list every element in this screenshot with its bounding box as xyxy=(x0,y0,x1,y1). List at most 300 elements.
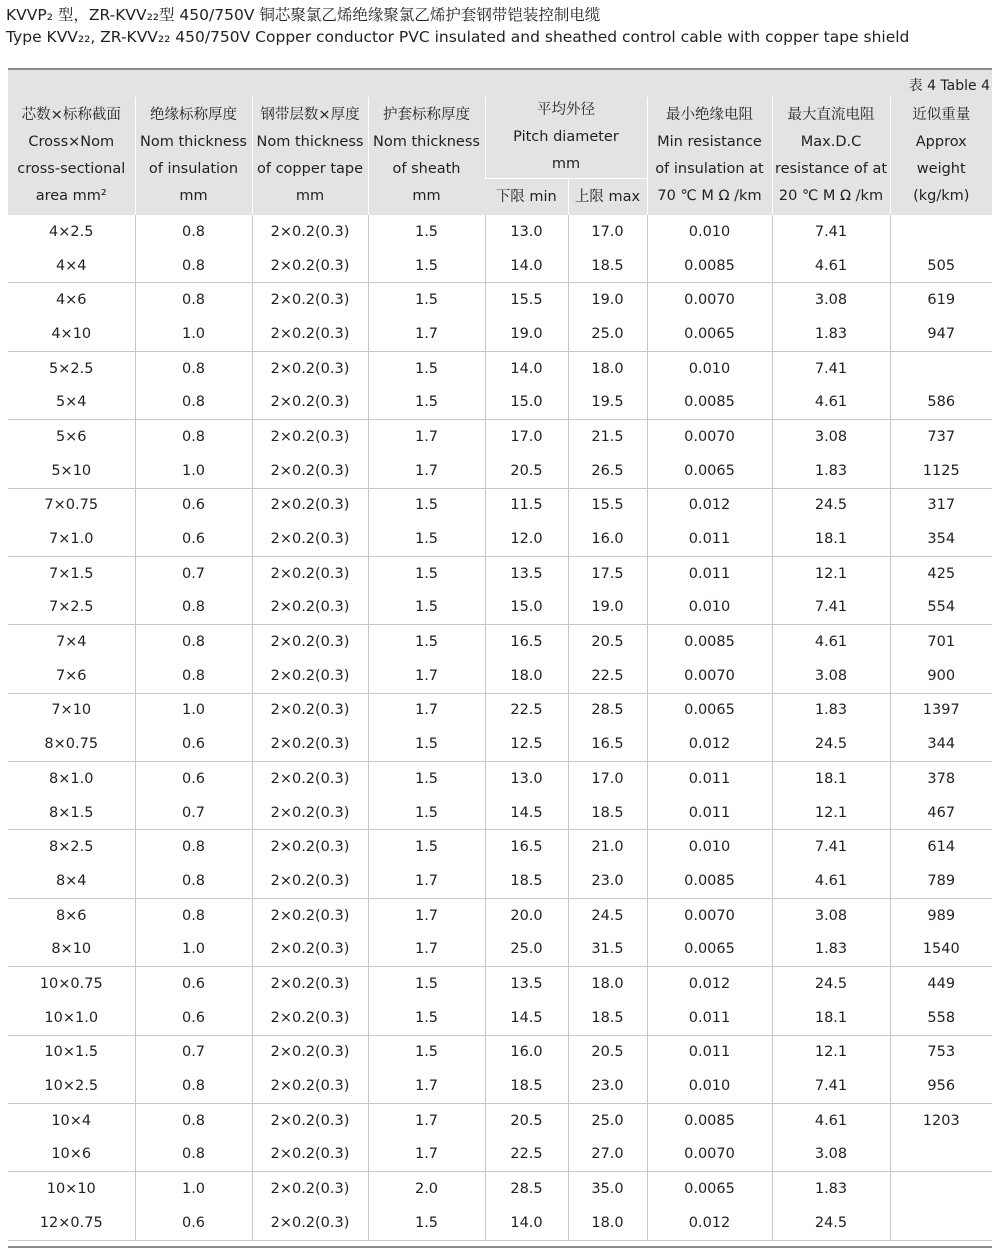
cell-tape: 2×0.2(0.3) xyxy=(252,659,368,693)
cell-area: 4×2.5 xyxy=(49,223,94,240)
cell-insulation: 0.7 xyxy=(135,556,252,590)
cell-area: 10×10 xyxy=(46,1181,96,1198)
cell-insulation: 0.8 xyxy=(135,351,252,385)
cell-sheath: 1.5 xyxy=(368,215,485,249)
cell-insulation: 0.8 xyxy=(135,830,252,864)
cell-insulation-resistance: 0.0065 xyxy=(647,317,772,351)
cell-diameter-max: 19.0 xyxy=(568,283,647,317)
cell-diameter-max: 17.0 xyxy=(568,762,647,796)
cell-insulation-resistance: 0.010 xyxy=(647,591,772,625)
table-row xyxy=(8,1138,992,1172)
cell-diameter-max: 17.5 xyxy=(568,556,647,590)
table-bottom-rule xyxy=(8,1246,992,1248)
cell-insulation-resistance: 0.010 xyxy=(647,351,772,385)
cell-weight: 947 xyxy=(890,317,992,351)
cell-weight: 378 xyxy=(890,762,992,796)
cell-insulation-resistance: 0.0085 xyxy=(647,625,772,659)
cell-diameter-min: 13.5 xyxy=(485,556,568,590)
header-dcres-cn: 最大直流电阻 xyxy=(787,107,875,123)
cell-sheath: 1.7 xyxy=(368,317,485,351)
cell-diameter-max: 15.5 xyxy=(568,488,647,522)
cell-diameter-min: 15.0 xyxy=(485,591,568,625)
cell-weight: 1397 xyxy=(890,693,992,727)
cell-diameter-max: 23.0 xyxy=(568,1069,647,1103)
cell-tape: 2×0.2(0.3) xyxy=(252,283,368,317)
cell-tape: 2×0.2(0.3) xyxy=(252,1138,368,1172)
cell-dc-resistance: 7.41 xyxy=(772,351,890,385)
cell-diameter-max: 17.0 xyxy=(568,215,647,249)
cell-tape: 2×0.2(0.3) xyxy=(252,556,368,590)
cell-tape: 2×0.2(0.3) xyxy=(252,1206,368,1240)
cell-sheath: 1.7 xyxy=(368,659,485,693)
cell-weight xyxy=(890,1206,992,1240)
header-insres-unit: 70 ℃ M Ω /km xyxy=(657,188,762,204)
cell-area: 4×10 xyxy=(8,317,135,351)
cell-sheath: 1.5 xyxy=(368,522,485,556)
header-dcres-en1: Max.D.C xyxy=(800,134,862,150)
cell-weight: 614 xyxy=(890,830,992,864)
cell-tape: 2×0.2(0.3) xyxy=(252,249,368,283)
cell-diameter-max: 35.0 xyxy=(568,1172,647,1206)
cell-insulation: 0.8 xyxy=(135,1103,252,1137)
header-insulation-cn: 绝缘标称厚度 xyxy=(150,107,237,123)
header-tape-en1: Nom thickness xyxy=(256,134,364,150)
cell-insulation: 1.0 xyxy=(135,693,252,727)
cell-sheath: 1.5 xyxy=(368,283,485,317)
cell-dc-resistance: 3.08 xyxy=(772,283,890,317)
cell-diameter-min: 13.5 xyxy=(485,967,568,1001)
cell-insulation-resistance: 0.010 xyxy=(647,1069,772,1103)
cell-tape: 2×0.2(0.3) xyxy=(252,1172,368,1206)
cell-insulation-resistance: 0.0085 xyxy=(647,864,772,898)
cell-insulation-resistance: 0.011 xyxy=(647,796,772,830)
cell-insulation: 0.8 xyxy=(135,591,252,625)
cell-diameter-max: 31.5 xyxy=(568,932,647,966)
table-row xyxy=(8,249,992,283)
header-dcres-unit: 20 ℃ M Ω /km xyxy=(778,188,884,204)
cell-dc-resistance: 18.1 xyxy=(772,1001,890,1035)
cell-insulation: 0.8 xyxy=(135,283,252,317)
cell-tape: 2×0.2(0.3) xyxy=(252,693,368,727)
cell-diameter-min: 17.0 xyxy=(485,420,568,454)
cell-diameter-min: 14.0 xyxy=(485,1206,568,1240)
cell-dc-resistance: 7.41 xyxy=(772,830,890,864)
header-diameter-min: 下限 min xyxy=(485,179,568,216)
cell-insulation: 0.6 xyxy=(135,1001,252,1035)
cell-diameter-min: 13.0 xyxy=(485,762,568,796)
cell-weight xyxy=(890,215,992,249)
table-row xyxy=(8,1172,992,1206)
cell-area: 8×1.5 xyxy=(8,796,135,830)
table-row xyxy=(8,659,992,693)
cell-area: 8×10 xyxy=(8,932,135,966)
cell-insulation: 0.8 xyxy=(135,898,252,932)
cell-insulation-resistance: 0.0070 xyxy=(647,659,772,693)
cell-diameter-max: 21.5 xyxy=(568,420,647,454)
table-row xyxy=(8,591,992,625)
cell-dc-resistance: 3.08 xyxy=(772,1138,890,1172)
cell-diameter-min: 14.5 xyxy=(485,796,568,830)
cell-diameter-min: 22.5 xyxy=(485,693,568,727)
header-diameter-unit: mm xyxy=(551,156,581,172)
table-row xyxy=(8,864,992,898)
header-sheath-cn: 护套标称厚度 xyxy=(383,107,470,123)
cell-tape: 2×0.2(0.3) xyxy=(252,351,368,385)
cell-sheath: 1.5 xyxy=(368,967,485,1001)
cell-sheath: 1.5 xyxy=(368,727,485,761)
cell-diameter-max: 22.5 xyxy=(568,659,647,693)
cell-tape: 2×0.2(0.3) xyxy=(252,1035,368,1069)
cell-weight: 619 xyxy=(890,283,992,317)
table-row xyxy=(8,1206,992,1240)
cell-diameter-min: 18.5 xyxy=(485,864,568,898)
cell-insulation-resistance: 0.0065 xyxy=(647,932,772,966)
cell-sheath: 1.7 xyxy=(368,1138,485,1172)
cell-insulation-resistance: 0.010 xyxy=(647,215,772,249)
cell-sheath: 1.7 xyxy=(368,693,485,727)
cell-dc-resistance: 18.1 xyxy=(772,522,890,556)
table-row xyxy=(8,454,992,488)
table-row xyxy=(8,967,992,1001)
cell-diameter-min: 16.5 xyxy=(485,625,568,659)
table-row xyxy=(8,625,992,659)
cell-diameter-max: 18.0 xyxy=(568,967,647,1001)
cell-diameter-max: 26.5 xyxy=(568,454,647,488)
cell-tape: 2×0.2(0.3) xyxy=(252,762,368,796)
header-area-en2: cross-sectional xyxy=(17,161,126,177)
cell-dc-resistance: 4.61 xyxy=(772,385,890,419)
header-sheath xyxy=(368,97,485,215)
header-dc-resistance xyxy=(772,97,890,215)
cell-insulation-resistance: 0.012 xyxy=(647,488,772,522)
cell-diameter-min: 20.5 xyxy=(485,454,568,488)
cell-dc-resistance: 24.5 xyxy=(772,967,890,1001)
header-sheath-en1: Nom thickness xyxy=(373,134,480,150)
document-title-chinese: KVVP₂ 型，ZR-KVV₂₂型 450/750V 铜芯聚氯乙烯绝缘聚氯乙烯护套钢带铠装控制电缆 xyxy=(6,6,601,24)
cell-dc-resistance: 4.61 xyxy=(772,625,890,659)
cell-diameter-min: 18.5 xyxy=(485,1069,568,1103)
cell-tape: 2×0.2(0.3) xyxy=(252,1069,368,1103)
cell-sheath: 1.5 xyxy=(368,762,485,796)
header-tape xyxy=(252,97,368,215)
cell-diameter-min: 20.0 xyxy=(485,898,568,932)
header-sheath-unit: mm xyxy=(412,188,441,204)
table-row xyxy=(8,556,992,590)
cell-weight: 558 xyxy=(890,1001,992,1035)
cell-insulation: 0.6 xyxy=(135,727,252,761)
header-insulation xyxy=(135,97,252,215)
header-insulation-en1: Nom thickness xyxy=(140,134,247,150)
cell-diameter-max: 18.5 xyxy=(568,796,647,830)
cell-diameter-min: 12.0 xyxy=(485,522,568,556)
cell-diameter-max: 18.0 xyxy=(568,1206,647,1240)
cell-insulation-resistance: 0.0065 xyxy=(647,454,772,488)
cell-dc-resistance: 12.1 xyxy=(772,1035,890,1069)
cell-insulation: 0.6 xyxy=(135,967,252,1001)
cell-area: 7×6 xyxy=(8,659,135,693)
cell-insulation-resistance: 0.012 xyxy=(647,967,772,1001)
cell-sheath: 1.5 xyxy=(368,796,485,830)
cell-dc-resistance: 3.08 xyxy=(772,659,890,693)
cell-insulation-resistance: 0.012 xyxy=(647,727,772,761)
cell-weight: 956 xyxy=(890,1069,992,1103)
cell-area: 5×10 xyxy=(8,454,135,488)
cell-sheath: 1.5 xyxy=(368,249,485,283)
cell-weight: 449 xyxy=(890,967,992,1001)
cell-sheath: 1.7 xyxy=(368,864,485,898)
cell-insulation: 1.0 xyxy=(135,454,252,488)
cell-area: 10×1.5 xyxy=(44,1044,99,1061)
cell-insulation-resistance: 0.0065 xyxy=(647,1172,772,1206)
header-tape-unit: mm xyxy=(295,188,325,204)
cell-weight: 354 xyxy=(890,522,992,556)
cell-dc-resistance: 1.83 xyxy=(772,317,890,351)
table-row xyxy=(8,727,992,761)
header-weight xyxy=(890,97,992,215)
cell-insulation: 0.8 xyxy=(135,1138,252,1172)
header-dcres-en2: resistance of at xyxy=(774,161,888,177)
cell-area: 7×1.0 xyxy=(8,522,135,556)
cell-area: 7×0.75 xyxy=(44,497,99,514)
table-row xyxy=(8,522,992,556)
cell-diameter-max: 27.0 xyxy=(568,1138,647,1172)
document-title-english: Type KVV₂₂, ZR-KVV₂₂ 450/750V Copper conductor PVC insulated and sheathed control cable with copper tape shield xyxy=(6,28,910,46)
cell-tape: 2×0.2(0.3) xyxy=(252,488,368,522)
cell-diameter-max: 28.5 xyxy=(568,693,647,727)
cell-tape: 2×0.2(0.3) xyxy=(252,385,368,419)
cell-area: 10×6 xyxy=(8,1138,135,1172)
cell-tape: 2×0.2(0.3) xyxy=(252,454,368,488)
cell-weight xyxy=(890,351,992,385)
cell-diameter-max: 16.5 xyxy=(568,727,647,761)
cell-insulation-resistance: 0.012 xyxy=(647,1206,772,1240)
header-insres-en1: Min resistance xyxy=(657,134,762,150)
cell-dc-resistance: 18.1 xyxy=(772,762,890,796)
cell-dc-resistance: 3.08 xyxy=(772,898,890,932)
cell-diameter-max: 20.5 xyxy=(568,625,647,659)
cell-sheath: 1.5 xyxy=(368,1206,485,1240)
cell-area: 8×1.0 xyxy=(49,770,94,787)
cell-insulation: 0.8 xyxy=(135,659,252,693)
cell-weight: 1203 xyxy=(890,1103,992,1137)
cell-diameter-max: 25.0 xyxy=(568,1103,647,1137)
table-row xyxy=(8,762,992,796)
cell-insulation: 0.8 xyxy=(135,625,252,659)
cell-sheath: 1.7 xyxy=(368,1069,485,1103)
header-insres-cn: 最小绝缘电阻 xyxy=(666,107,753,123)
table-row xyxy=(8,1103,992,1137)
cell-area: 4×6 xyxy=(55,292,87,309)
cell-area: 8×2.5 xyxy=(49,839,94,856)
cell-diameter-max: 23.0 xyxy=(568,864,647,898)
cell-tape: 2×0.2(0.3) xyxy=(252,1103,368,1137)
cell-insulation-resistance: 0.0085 xyxy=(647,385,772,419)
cell-tape: 2×0.2(0.3) xyxy=(252,864,368,898)
cell-diameter-max: 19.0 xyxy=(568,591,647,625)
cell-sheath: 1.5 xyxy=(368,1035,485,1069)
cell-diameter-max: 19.5 xyxy=(568,385,647,419)
cell-tape: 2×0.2(0.3) xyxy=(252,522,368,556)
cell-weight: 989 xyxy=(890,898,992,932)
cell-insulation-resistance: 0.011 xyxy=(647,522,772,556)
cell-tape: 2×0.2(0.3) xyxy=(252,625,368,659)
table-row xyxy=(8,283,992,317)
cell-sheath: 1.5 xyxy=(368,556,485,590)
cell-insulation-resistance: 0.011 xyxy=(647,1001,772,1035)
cell-area: 12×0.75 xyxy=(8,1206,135,1240)
table-row xyxy=(8,796,992,830)
cell-insulation: 0.8 xyxy=(135,249,252,283)
header-area xyxy=(8,97,135,215)
table-row xyxy=(8,1035,992,1069)
cell-area: 10×1.0 xyxy=(8,1001,135,1035)
cell-area: 7×4 xyxy=(55,634,87,651)
cell-dc-resistance: 12.1 xyxy=(772,796,890,830)
cell-diameter-min: 15.0 xyxy=(485,385,568,419)
cell-area: 7×2.5 xyxy=(8,591,135,625)
cell-tape: 2×0.2(0.3) xyxy=(252,796,368,830)
cell-dc-resistance: 1.83 xyxy=(772,454,890,488)
cell-tape: 2×0.2(0.3) xyxy=(252,898,368,932)
header-insulation-resistance xyxy=(647,97,772,215)
cell-insulation-resistance: 0.0070 xyxy=(647,420,772,454)
cell-diameter-min: 16.0 xyxy=(485,1035,568,1069)
cell-insulation-resistance: 0.011 xyxy=(647,762,772,796)
cell-insulation-resistance: 0.011 xyxy=(647,1035,772,1069)
cell-sheath: 1.5 xyxy=(368,830,485,864)
cell-diameter-max: 18.0 xyxy=(568,351,647,385)
cell-insulation-resistance: 0.0070 xyxy=(647,1138,772,1172)
cell-sheath: 1.7 xyxy=(368,932,485,966)
cell-dc-resistance: 12.1 xyxy=(772,556,890,590)
cell-weight: 425 xyxy=(890,556,992,590)
cell-insulation: 0.6 xyxy=(135,762,252,796)
header-insulation-unit: mm xyxy=(179,188,208,204)
cell-dc-resistance: 24.5 xyxy=(772,727,890,761)
cell-insulation: 1.0 xyxy=(135,1172,252,1206)
cell-dc-resistance: 4.61 xyxy=(772,249,890,283)
cell-weight: 344 xyxy=(890,727,992,761)
cell-insulation: 0.6 xyxy=(135,522,252,556)
cell-diameter-max: 21.0 xyxy=(568,830,647,864)
cell-insulation: 1.0 xyxy=(135,932,252,966)
cell-sheath: 2.0 xyxy=(368,1172,485,1206)
cell-area: 8×0.75 xyxy=(8,727,135,761)
cell-weight: 1125 xyxy=(890,454,992,488)
cell-diameter-min: 25.0 xyxy=(485,932,568,966)
cable-spec-table xyxy=(8,97,992,1241)
cell-sheath: 1.5 xyxy=(368,385,485,419)
cell-sheath: 1.5 xyxy=(368,591,485,625)
cell-area: 10×4 xyxy=(51,1112,92,1129)
table-row xyxy=(8,420,992,454)
cell-sheath: 1.5 xyxy=(368,625,485,659)
cell-area: 5×2.5 xyxy=(49,360,94,377)
table-row xyxy=(8,898,992,932)
cell-dc-resistance: 1.83 xyxy=(772,1172,890,1206)
cell-dc-resistance: 7.41 xyxy=(772,215,890,249)
table-row xyxy=(8,385,992,419)
header-diameter-max: 上限 max xyxy=(568,179,647,216)
cell-tape: 2×0.2(0.3) xyxy=(252,420,368,454)
cell-dc-resistance: 1.83 xyxy=(772,693,890,727)
table-row xyxy=(8,488,992,522)
cell-insulation: 0.6 xyxy=(135,488,252,522)
cell-insulation: 0.8 xyxy=(135,215,252,249)
header-weight-en1: Approx xyxy=(915,134,967,150)
cell-tape: 2×0.2(0.3) xyxy=(252,215,368,249)
cell-sheath: 1.5 xyxy=(368,351,485,385)
cell-area: 7×1.5 xyxy=(49,565,94,582)
cell-diameter-max: 18.5 xyxy=(568,249,647,283)
header-tape-en2: of copper tape xyxy=(256,161,364,177)
cell-diameter-max: 25.0 xyxy=(568,317,647,351)
cell-weight: 1540 xyxy=(890,932,992,966)
cell-dc-resistance: 3.08 xyxy=(772,420,890,454)
cell-area: 4×4 xyxy=(8,249,135,283)
cell-insulation-resistance: 0.010 xyxy=(647,830,772,864)
cell-tape: 2×0.2(0.3) xyxy=(252,1001,368,1035)
cell-diameter-min: 16.5 xyxy=(485,830,568,864)
cell-dc-resistance: 1.83 xyxy=(772,932,890,966)
cell-dc-resistance: 7.41 xyxy=(772,591,890,625)
cell-diameter-min: 28.5 xyxy=(485,1172,568,1206)
cell-sheath: 1.7 xyxy=(368,1103,485,1137)
cell-tape: 2×0.2(0.3) xyxy=(252,727,368,761)
cell-diameter-min: 22.5 xyxy=(485,1138,568,1172)
cell-weight: 701 xyxy=(890,625,992,659)
cell-diameter-min: 14.0 xyxy=(485,351,568,385)
cell-diameter-min: 14.5 xyxy=(485,1001,568,1035)
cell-sheath: 1.5 xyxy=(368,488,485,522)
cell-weight: 737 xyxy=(890,420,992,454)
table-row xyxy=(8,351,992,385)
cell-insulation: 0.8 xyxy=(135,1069,252,1103)
header-diameter xyxy=(485,97,647,179)
cell-diameter-min: 12.5 xyxy=(485,727,568,761)
cell-insulation: 0.7 xyxy=(135,796,252,830)
table-label-bar xyxy=(8,70,992,97)
cell-diameter-min: 18.0 xyxy=(485,659,568,693)
cell-diameter-min: 19.0 xyxy=(485,317,568,351)
cell-insulation: 0.8 xyxy=(135,864,252,898)
table-row xyxy=(8,1001,992,1035)
cell-sheath: 1.7 xyxy=(368,420,485,454)
cell-area: 7×10 xyxy=(51,702,92,719)
header-diameter-cn: 平均外径 xyxy=(537,102,595,118)
cell-diameter-min: 13.0 xyxy=(485,215,568,249)
cell-area: 10×2.5 xyxy=(8,1069,135,1103)
cell-diameter-max: 20.5 xyxy=(568,1035,647,1069)
cell-weight: 554 xyxy=(890,591,992,625)
cell-dc-resistance: 4.61 xyxy=(772,864,890,898)
cell-diameter-min: 15.5 xyxy=(485,283,568,317)
table-row xyxy=(8,1069,992,1103)
header-weight-unit: (kg/km) xyxy=(913,188,970,204)
cell-diameter-min: 14.0 xyxy=(485,249,568,283)
header-weight-en2: weight xyxy=(916,161,966,177)
table-row xyxy=(8,317,992,351)
cell-tape: 2×0.2(0.3) xyxy=(252,932,368,966)
header-sheath-en2: of sheath xyxy=(392,161,461,177)
cell-area: 5×4 xyxy=(8,385,135,419)
table-row xyxy=(8,830,992,864)
header-diameter-en: Pitch diameter xyxy=(513,129,619,145)
cell-insulation-resistance: 0.011 xyxy=(647,556,772,590)
cell-weight: 753 xyxy=(890,1035,992,1069)
cell-area: 10×0.75 xyxy=(39,975,103,992)
table-label: 表 4 Table 4 xyxy=(908,78,990,94)
